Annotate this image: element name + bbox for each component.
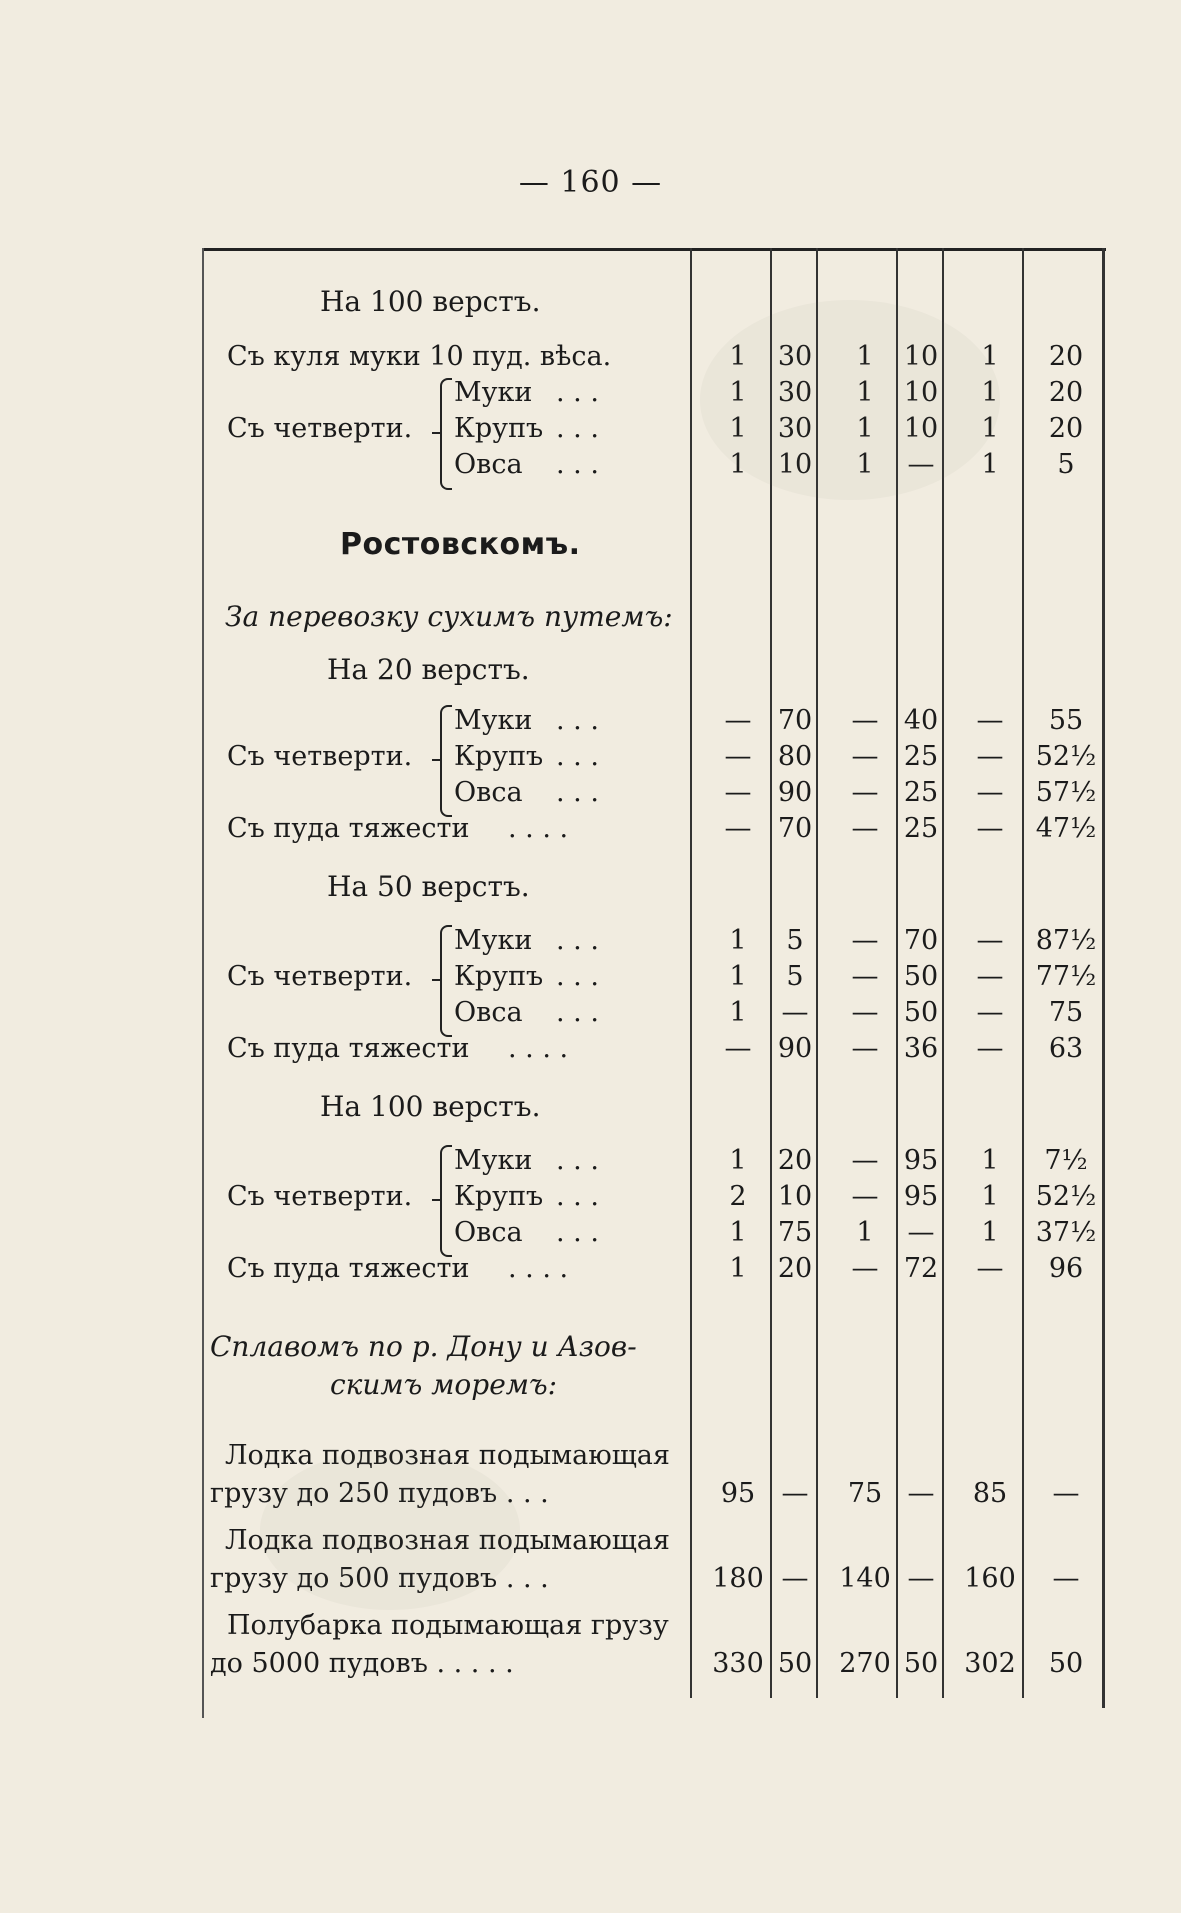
table-cell: 50 — [903, 1648, 939, 1679]
boat-label: грузу до 250 пудовъ . . . — [210, 1478, 549, 1509]
table-row — [0, 739, 1181, 775]
boat-label: до 5000 пудовъ . . . . . — [210, 1648, 514, 1679]
section-heading: Ростовскомъ. — [340, 527, 581, 562]
table-cell: 75 — [777, 1217, 813, 1248]
table-cell: 1 — [856, 341, 874, 372]
table-row — [0, 775, 1181, 811]
table-cell: — — [851, 925, 879, 956]
table-cell: 85 — [972, 1478, 1008, 1509]
table-cell: 1 — [981, 449, 999, 480]
table-cell: — — [851, 1253, 879, 1284]
leader-dots: . . . — [556, 705, 599, 736]
table-cell: — — [976, 813, 1004, 844]
table-row — [0, 1215, 1181, 1251]
section-heading: На 100 верстъ. — [320, 1090, 541, 1123]
table-cell: 1 — [856, 1217, 874, 1248]
row-label: Съ четверти. — [227, 741, 413, 772]
table-cell: — — [724, 813, 752, 844]
table-cell: 1 — [729, 377, 747, 408]
table-cell: 20 — [1048, 377, 1084, 408]
table-cell: — — [851, 961, 879, 992]
table-cell: 1 — [729, 997, 747, 1028]
table-row — [0, 447, 1181, 483]
table-cell: 70 — [903, 925, 939, 956]
table-cell: 302 — [964, 1648, 1016, 1679]
table-row — [0, 411, 1181, 447]
table-cell: 10 — [903, 341, 939, 372]
table-cell: 95 — [903, 1145, 939, 1176]
table-row — [0, 1179, 1181, 1215]
table-cell: — — [781, 997, 809, 1028]
table-cell: 50 — [1048, 1648, 1084, 1679]
table-cell: — — [907, 449, 935, 480]
row-label: Съ куля муки 10 пуд. вѣса. — [227, 341, 612, 372]
table-cell: 10 — [903, 377, 939, 408]
table-cell: 1 — [981, 1145, 999, 1176]
table-cell: 1 — [729, 413, 747, 444]
section-heading: На 20 верстъ. — [327, 653, 530, 686]
table-cell: — — [851, 777, 879, 808]
table-cell: 1 — [981, 377, 999, 408]
table-cell: — — [1052, 1563, 1080, 1594]
brace — [432, 759, 440, 761]
row-label: Съ пуда тяжести — [227, 1033, 470, 1064]
table-cell: — — [724, 777, 752, 808]
table-cell: — — [976, 741, 1004, 772]
table-cell: — — [976, 925, 1004, 956]
leader-dots: . . . — [556, 449, 599, 480]
table-cell: — — [851, 741, 879, 772]
row-sublabel: Крупъ — [454, 1181, 544, 1212]
table-cell: 90 — [777, 777, 813, 808]
leader-dots: . . . — [556, 413, 599, 444]
table-row — [0, 375, 1181, 411]
table-row — [0, 1476, 1181, 1512]
table-cell: 63 — [1048, 1033, 1084, 1064]
row-sublabel: Крупъ — [454, 961, 544, 992]
section-heading: За перевозку сухимъ путемъ: — [225, 600, 673, 633]
table-cell: — — [724, 741, 752, 772]
table-cell: 75 — [1048, 997, 1084, 1028]
table-cell: 7½ — [1044, 1145, 1088, 1176]
boat-label: Полубарка подымающая грузу — [227, 1610, 669, 1641]
table-cell: 1 — [729, 449, 747, 480]
table-cell: 30 — [777, 413, 813, 444]
row-label: Съ пуда тяжести — [227, 813, 470, 844]
table-cell: — — [976, 705, 1004, 736]
table-cell: 47½ — [1035, 813, 1097, 844]
leader-dots: . . . . — [508, 1253, 569, 1284]
table-cell: — — [851, 705, 879, 736]
table-cell: 1 — [729, 961, 747, 992]
table-cell: 20 — [777, 1253, 813, 1284]
row-label: Съ четверти. — [227, 413, 413, 444]
paper-stain — [260, 1450, 520, 1610]
table-row — [0, 339, 1181, 375]
table-cell: — — [976, 997, 1004, 1028]
brace — [432, 1199, 440, 1201]
leader-dots: . . . . — [508, 1033, 569, 1064]
table-cell: 30 — [777, 341, 813, 372]
table-row — [0, 811, 1181, 847]
row-label: Съ четверти. — [227, 961, 413, 992]
table-cell: 30 — [777, 377, 813, 408]
boat-label: Лодка подвозная подымающая — [225, 1440, 670, 1471]
leader-dots: . . . — [556, 925, 599, 956]
row-sublabel: Муки — [454, 705, 533, 736]
brace — [440, 1145, 452, 1257]
table-cell: 20 — [1048, 341, 1084, 372]
table-cell: 5 — [786, 925, 804, 956]
table-cell: — — [851, 997, 879, 1028]
table-cell: — — [976, 1033, 1004, 1064]
table-cell: — — [851, 1181, 879, 1212]
table-cell: 10 — [777, 1181, 813, 1212]
table-cell: 1 — [856, 413, 874, 444]
table-cell: — — [851, 813, 879, 844]
table-cell: — — [851, 1033, 879, 1064]
table-cell: 70 — [777, 813, 813, 844]
table-cell: 160 — [964, 1563, 1016, 1594]
table-cell: 270 — [839, 1648, 891, 1679]
boat-label: грузу до 500 пудовъ . . . — [210, 1563, 549, 1594]
table-cell: 140 — [839, 1563, 891, 1594]
table-cell: — — [724, 1033, 752, 1064]
row-sublabel: Крупъ — [454, 413, 544, 444]
brace — [432, 979, 440, 981]
boat-label-line1 — [0, 1523, 1181, 1559]
table-cell: 10 — [903, 413, 939, 444]
leader-dots: . . . — [556, 741, 599, 772]
table-cell: — — [781, 1478, 809, 1509]
boat-label: Лодка подвозная подымающая — [225, 1525, 670, 1556]
table-cell: 70 — [777, 705, 813, 736]
table-cell: 95 — [903, 1181, 939, 1212]
table-cell: — — [907, 1563, 935, 1594]
leader-dots: . . . . — [508, 813, 569, 844]
table-row — [0, 703, 1181, 739]
table-cell: 96 — [1048, 1253, 1084, 1284]
table-cell: 1 — [981, 413, 999, 444]
boat-label-line1 — [0, 1438, 1181, 1474]
row-label: Съ пуда тяжести — [227, 1253, 470, 1284]
table-cell: 330 — [712, 1648, 764, 1679]
table-cell: — — [851, 1145, 879, 1176]
table-cell: 1 — [981, 341, 999, 372]
table-cell: 87½ — [1035, 925, 1097, 956]
table-cell: 2 — [729, 1181, 747, 1212]
table-cell: 95 — [720, 1478, 756, 1509]
table-top-rule — [202, 248, 1106, 251]
table-row — [0, 995, 1181, 1031]
table-row — [0, 1031, 1181, 1067]
table-cell: 90 — [777, 1033, 813, 1064]
table-cell: 37½ — [1035, 1217, 1097, 1248]
table-cell: — — [976, 1253, 1004, 1284]
paper-stain — [700, 300, 1000, 500]
boat-label-line1 — [0, 1608, 1181, 1644]
table-cell: 80 — [777, 741, 813, 772]
table-cell: 52½ — [1035, 1181, 1097, 1212]
table-cell: 1 — [729, 1253, 747, 1284]
table-cell: 1 — [981, 1181, 999, 1212]
table-cell: 10 — [777, 449, 813, 480]
table-cell: — — [907, 1478, 935, 1509]
table-cell: 57½ — [1035, 777, 1097, 808]
row-sublabel: Овса — [454, 997, 523, 1028]
table-cell: 5 — [786, 961, 804, 992]
row-label: Съ четверти. — [227, 1181, 413, 1212]
leader-dots: . . . — [556, 1145, 599, 1176]
table-cell: 25 — [903, 777, 939, 808]
leader-dots: . . . — [556, 961, 599, 992]
table-row — [0, 1251, 1181, 1287]
table-cell: 40 — [903, 705, 939, 736]
table-cell: 1 — [856, 449, 874, 480]
table-cell: — — [724, 705, 752, 736]
brace — [440, 378, 452, 490]
section-heading: На 100 верстъ. — [320, 285, 541, 318]
raft-heading-line2: скимъ моремъ: — [330, 1368, 558, 1401]
table-cell: 25 — [903, 813, 939, 844]
table-cell: — — [976, 961, 1004, 992]
leader-dots: . . . — [556, 997, 599, 1028]
table-cell: 20 — [1048, 413, 1084, 444]
table-cell: 1 — [729, 925, 747, 956]
table-cell: 180 — [712, 1563, 764, 1594]
table-cell: 1 — [981, 1217, 999, 1248]
table-cell: 1 — [856, 377, 874, 408]
row-sublabel: Муки — [454, 925, 533, 956]
table-cell: 52½ — [1035, 741, 1097, 772]
table-row — [0, 1646, 1181, 1682]
table-cell: 77½ — [1035, 961, 1097, 992]
table-cell: — — [907, 1217, 935, 1248]
row-sublabel: Овса — [454, 449, 523, 480]
row-sublabel: Овса — [454, 777, 523, 808]
table-cell: 55 — [1048, 705, 1084, 736]
table-row — [0, 923, 1181, 959]
table-cell: 50 — [903, 961, 939, 992]
table-cell: 72 — [903, 1253, 939, 1284]
table-row — [0, 1143, 1181, 1179]
raft-heading-line1: Сплавомъ по р. Дону и Азов- — [210, 1330, 637, 1363]
table-row — [0, 1561, 1181, 1597]
table-cell: 1 — [729, 341, 747, 372]
table-cell: — — [1052, 1478, 1080, 1509]
brace — [432, 432, 440, 434]
table-row — [0, 959, 1181, 995]
table-cell: 75 — [847, 1478, 883, 1509]
leader-dots: . . . — [556, 1217, 599, 1248]
page-number: — 160 — — [518, 165, 663, 200]
row-sublabel: Муки — [454, 377, 533, 408]
table-cell: — — [976, 777, 1004, 808]
brace — [440, 705, 452, 817]
table-cell: 50 — [903, 997, 939, 1028]
table-cell: 1 — [729, 1217, 747, 1248]
leader-dots: . . . — [556, 377, 599, 408]
table-cell: 25 — [903, 741, 939, 772]
table-cell: 20 — [777, 1145, 813, 1176]
row-sublabel: Муки — [454, 1145, 533, 1176]
row-sublabel: Крупъ — [454, 741, 544, 772]
brace — [440, 925, 452, 1037]
table-cell: — — [781, 1563, 809, 1594]
section-heading: На 50 верстъ. — [327, 870, 530, 903]
table-cell: 1 — [729, 1145, 747, 1176]
row-sublabel: Овса — [454, 1217, 523, 1248]
leader-dots: . . . — [556, 777, 599, 808]
table-cell: 5 — [1057, 449, 1075, 480]
table-cell: 36 — [903, 1033, 939, 1064]
table-cell: 50 — [777, 1648, 813, 1679]
leader-dots: . . . — [556, 1181, 599, 1212]
